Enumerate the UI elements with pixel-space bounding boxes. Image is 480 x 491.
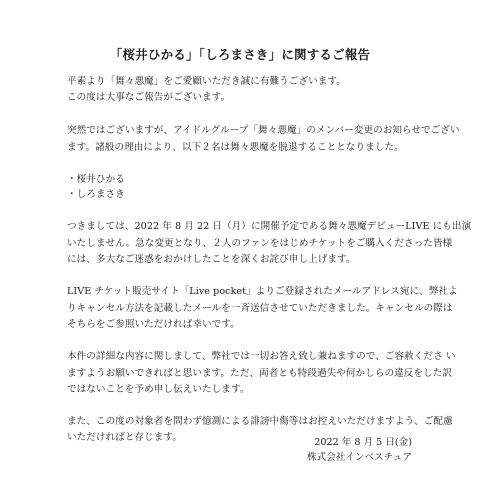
member-item-2: ・しろまさき — [67, 189, 125, 200]
live-line-3: には、多大なご迷惑をおかけしたことを深くお詫び申し上げます。 — [67, 254, 356, 265]
document-date: 2022 年 8 月 5 日(金) — [314, 437, 412, 448]
live-line-2: いたしません。急な変更となり、２人のファンをはじめチケットをご購入くださった皆様 — [67, 238, 453, 249]
closing-line-2: いただければと存じます。 — [67, 432, 182, 443]
document-title: 「桜井ひかる」「しろまさき」に関するご報告 — [109, 47, 371, 62]
details-line-2: ますようお願いできればと思います。ただ、両者とも特段過失や何かしらの違反をした訳 — [67, 368, 452, 379]
notice-line-2: ます。諸般の理由により、以下２名は舞々悪魔を脱退することとなりました。 — [67, 142, 404, 153]
details-line-3: ではないことを予め申し伝えいたします。 — [67, 384, 250, 395]
ticket-line-1: LIVE チケット販売サイト「Live pocket」よりご登録されたメールアドレス宛に、弊社よ — [67, 286, 458, 297]
company-name: 株式会社インベスチュア — [306, 452, 412, 463]
greeting-line-1: 平素より「舞々悪魔」をご愛顧いただき誠に有難うございます。 — [67, 76, 346, 87]
ticket-line-3: そちらをご参照いただければ幸いです。 — [67, 319, 240, 330]
closing-line-1: また、この度の対象者を問わず憶測による誹謗中傷等はお控えいただけますよう、ご配慮 — [67, 416, 453, 427]
ticket-line-2: りキャンセル方法を記載したメールを一斉送信させていただきました。キャンセルの際は — [67, 303, 453, 314]
details-line-1: 本件の詳細な内容に関しまして、弊社では一切お答え致し兼ねますので、ご容赦くださ い — [67, 351, 456, 362]
member-item-1: ・桜井ひかる — [67, 174, 125, 185]
notice-line-1: 突然ではございますが、アイドルグループ「舞々悪魔」のメンバー変更のお知らせでござい — [67, 125, 460, 136]
live-line-1: つきましては、2022 年 8 月 22 日（月）に開催予定である舞々悪魔デビューLIVE にも出演 — [67, 221, 472, 232]
greeting-line-2: この度は大事なご報告がございます。 — [67, 92, 231, 103]
